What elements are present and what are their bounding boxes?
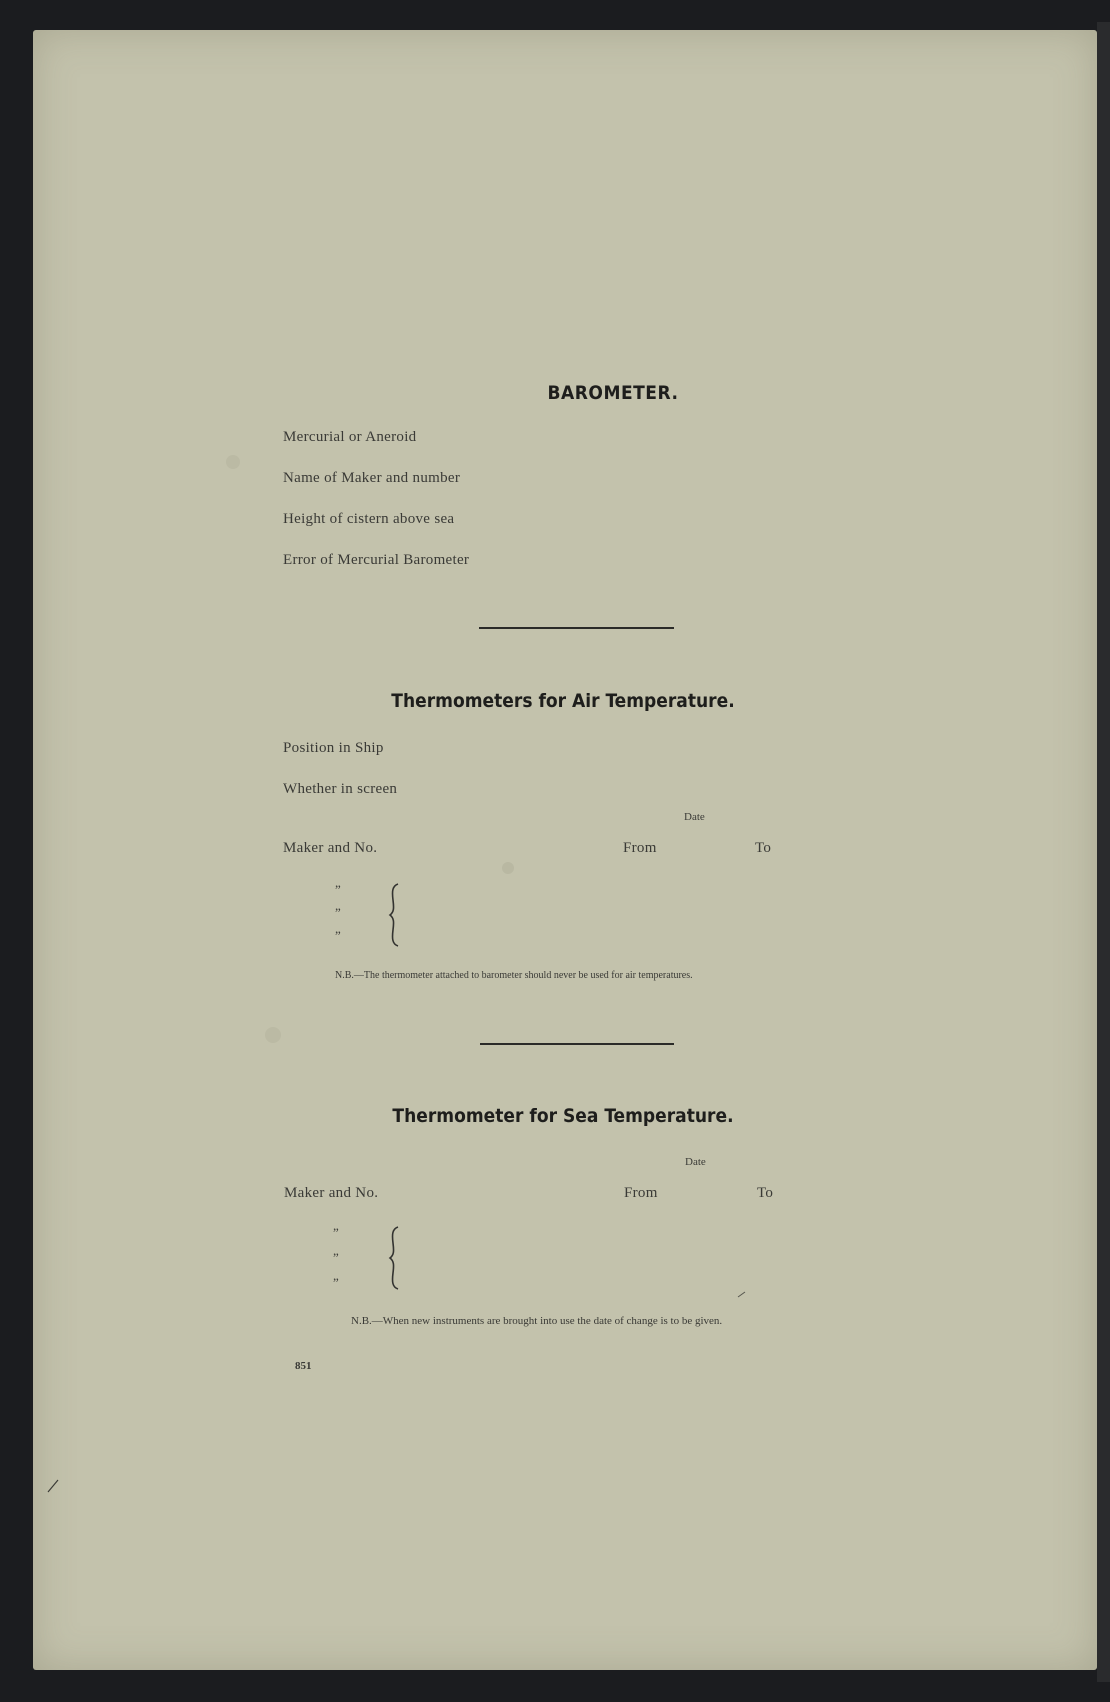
field-position-in-ship: Position in Ship <box>283 740 384 756</box>
field-maker-and-number: Name of Maker and number <box>283 470 461 486</box>
air-maker-and-no-label: Maker and No. <box>283 840 378 856</box>
page-edge-shadow <box>1097 22 1110 1682</box>
field-cistern-height: Height of cistern above sea <box>283 511 455 527</box>
sea-date-label: Date <box>685 1156 706 1168</box>
air-temperature-note: N.B.—The thermometer attached to barometer should never be used for air temperatures. <box>335 970 693 981</box>
barometer-heading: BAROMETER. <box>547 382 679 404</box>
sea-temperature-note: N.B.—When new instruments are brought into use the date of change is to be given. <box>351 1315 723 1327</box>
air-ditto-mark: ” <box>335 905 341 920</box>
paper-sheet <box>33 30 1097 1670</box>
air-date-label: Date <box>684 811 705 823</box>
field-whether-in-screen: Whether in screen <box>283 781 398 797</box>
air-to-label: To <box>755 840 772 856</box>
sea-maker-and-no-label: Maker and No. <box>284 1185 379 1201</box>
sea-ditto-mark: ” <box>333 1250 339 1265</box>
field-mercurial-or-aneroid: Mercurial or Aneroid <box>283 429 417 445</box>
air-ditto-mark: ” <box>335 928 341 943</box>
air-from-label: From <box>623 840 657 856</box>
sea-ditto-mark: ” <box>333 1225 339 1240</box>
paper-marks <box>33 30 1097 1670</box>
form-number: 851 <box>295 1360 312 1372</box>
air-ditto-mark: ” <box>335 882 341 897</box>
sea-thermometer-heading: Thermometer for Sea Temperature. <box>392 1105 734 1127</box>
air-thermometers-heading: Thermometers for Air Temperature. <box>391 690 735 712</box>
sea-ditto-mark: ” <box>333 1275 339 1290</box>
field-barometer-error: Error of Mercurial Barometer <box>283 552 470 568</box>
sea-from-label: From <box>624 1185 658 1201</box>
sea-to-label: To <box>757 1185 774 1201</box>
